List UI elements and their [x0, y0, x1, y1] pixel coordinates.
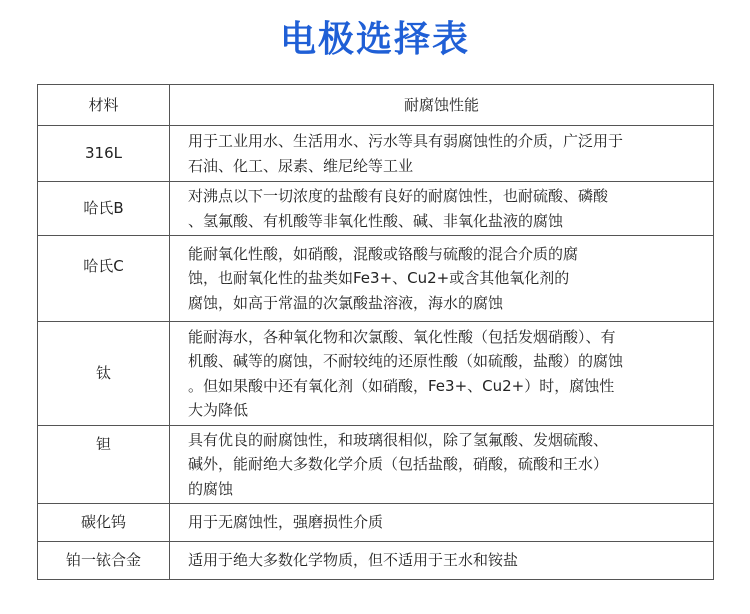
material-label: 哈氏C	[83, 257, 124, 275]
material-label: 钛	[95, 364, 111, 383]
corrosion-text: 能耐海水，各种氧化物和次氯酸、氧化性酸（包括发烟硝酸）、有 机酸、碱等的腐蚀，不耐较纯的还原性酸（如硫酸，盐酸）的腐蚀 。但如果酸中还有氧化剂（如硝酸，Fe3+、Cu2+）时，腐蚀性 大为降低	[188, 327, 624, 419]
corrosion-cell	[170, 322, 714, 426]
material-cell	[38, 182, 170, 236]
corrosion-cell	[170, 504, 714, 542]
table-row	[38, 182, 714, 236]
corrosion-cell	[170, 426, 714, 504]
material-label: 哈氏B	[83, 199, 124, 218]
corrosion-text: 用于工业用水、生活用水、污水等具有弱腐蚀性的介质，广泛用于 石油、化工、尿素、维尼纶等工业	[188, 132, 624, 175]
material-label: 钽	[95, 435, 111, 453]
material-label: 316L	[85, 144, 122, 163]
table-row	[38, 322, 714, 426]
material-label: 碳化钨	[80, 513, 126, 532]
corrosion-text: 对沸点以下一切浓度的盐酸有良好的耐腐蚀性，也耐硫酸、磷酸 、氢氟酸、有机酸等非氧化性酸、碱、非氧化盐液的腐蚀	[188, 187, 609, 230]
corrosion-cell	[170, 236, 714, 322]
table-header-row	[38, 85, 714, 126]
material-cell	[38, 542, 170, 580]
corrosion-cell	[170, 182, 714, 236]
corrosion-cell	[170, 126, 714, 182]
table-row	[38, 236, 714, 322]
material-label: 铂一铱合金	[65, 551, 141, 570]
material-cell	[38, 504, 170, 542]
material-cell	[38, 322, 170, 426]
table-row	[38, 126, 714, 182]
table-row	[38, 504, 714, 542]
header-corrosion-resistance: 耐腐蚀性能	[170, 85, 714, 126]
corrosion-cell	[170, 542, 714, 580]
material-cell	[38, 236, 170, 322]
material-cell	[38, 126, 170, 182]
corrosion-text: 用于无腐蚀性，强磨损性介质	[188, 513, 384, 532]
table-row	[38, 426, 714, 504]
corrosion-text: 能耐氧化性酸，如硝酸，混酸或铬酸与硫酸的混合介质的腐 蚀，也耐氧化性的盐类如Fe3+、Cu2+或含其他氧化剂的 腐蚀，如高于常温的次氯酸盐溶液，海水的腐蚀	[188, 244, 579, 312]
header-material: 材料	[38, 85, 170, 126]
electrode-selection-table	[37, 84, 714, 580]
corrosion-text: 适用于绝大多数化学物质，但不适用于王水和铵盐	[188, 551, 519, 570]
page-title: 电极选择表	[279, 19, 470, 60]
corrosion-text: 具有优良的耐腐蚀性，和玻璃很相似，除了氢氟酸、发烟硫酸、 碱外，能耐绝大多数化学介质（包括盐酸，硝酸，硫酸和王水） 的腐蚀	[188, 430, 609, 498]
material-cell	[38, 426, 170, 504]
table-row	[38, 542, 714, 580]
